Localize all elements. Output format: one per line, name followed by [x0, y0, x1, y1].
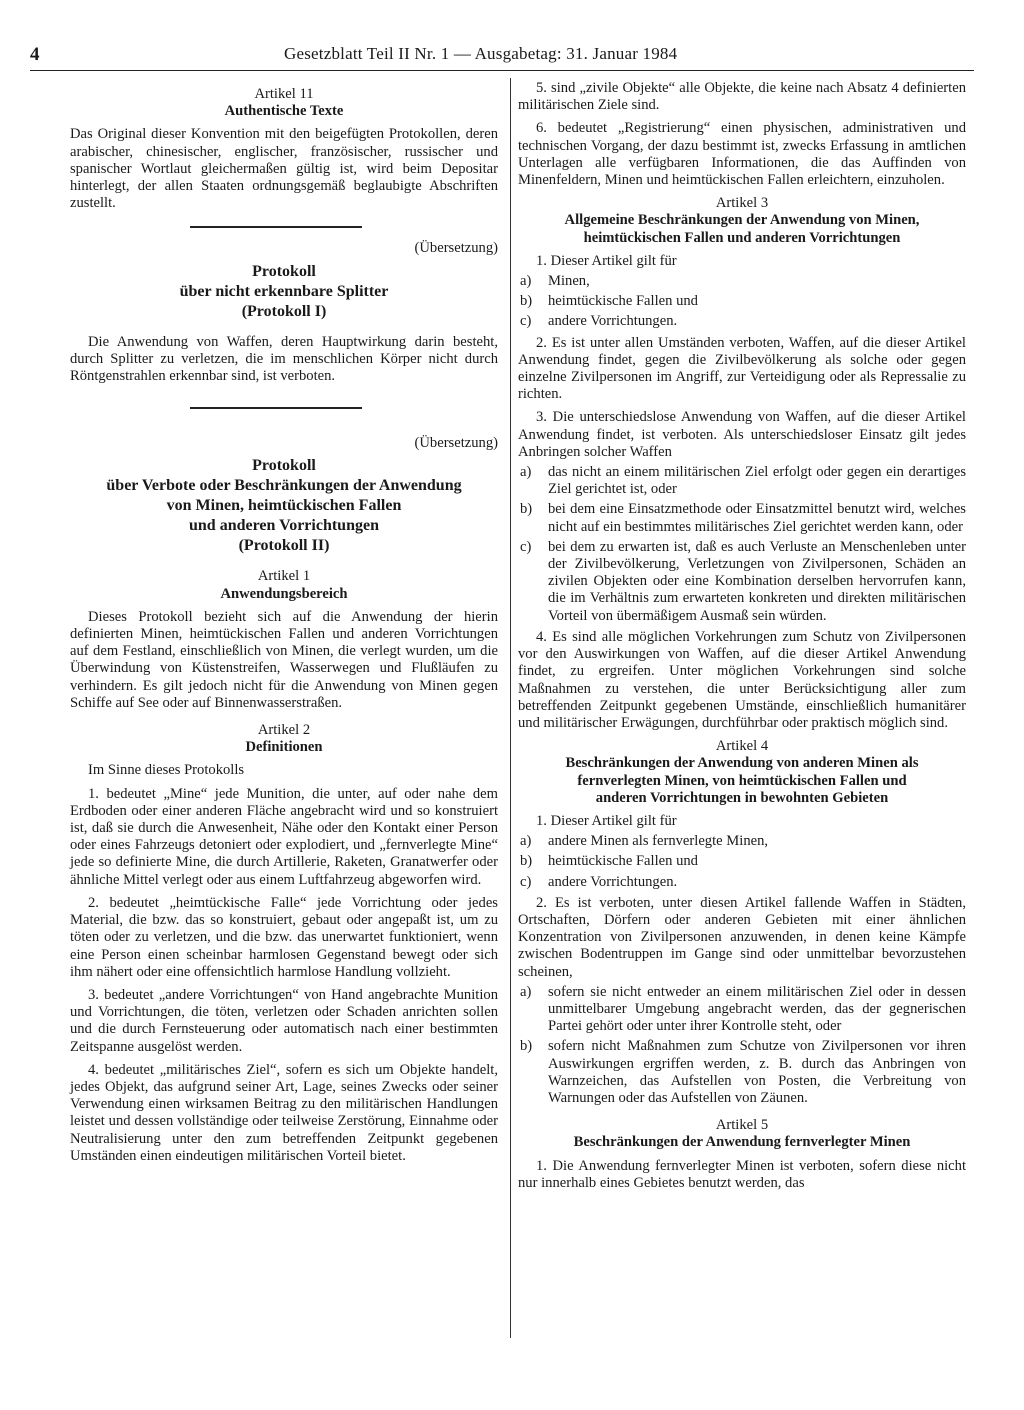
- list-item-text: heimtückische Fallen und: [548, 293, 698, 310]
- article-4-title: Artikel 4: [715, 738, 769, 755]
- article-1-heading: Anwendungsbereich: [220, 585, 348, 602]
- page-header: [30, 44, 974, 71]
- article-2-paragraph: 5. sind „zivile Objekte“ alle Objekte, die keine nach Absatz 4 definierten militärischen Ziele sind.: [518, 80, 966, 114]
- article-4-heading-line: fernverlegten Minen, von heimtückischen Fallen und: [577, 772, 907, 789]
- list-item: [518, 874, 966, 891]
- list-item-text: Minen,: [548, 273, 590, 290]
- article-2-paragraph: 6. bedeutet „Registrierung“ einen physischen, administrativen und technischen Vorgang, der dazu bestimmt ist, zwecks Erfassung in amtlichen Unterlagen alle verfügbaren Informationen, die das Auffinden von Minenfeldern, Minen und heimtückischen Fallen erleichtern, einzuholen.: [518, 120, 966, 189]
- list-item-label: a): [520, 273, 532, 290]
- article-2-intro: Im Sinne dieses Protokolls: [88, 762, 245, 779]
- protocol-2-title-line: und anderen Vorrichtungen: [189, 517, 379, 535]
- list-item-text: heimtückische Fallen und: [548, 853, 698, 870]
- list-item-text: andere Minen als fernverlegte Minen,: [548, 833, 769, 850]
- list-item-text: andere Vorrichtungen.: [548, 313, 678, 330]
- list-item-text: bei dem eine Einsatzmethode oder Einsatzmittel benutzt wird, welches nicht auf ein bestimmtes militärisches Ziel gerichtet werden kann, oder: [548, 501, 966, 535]
- article-3-title: Artikel 3: [715, 195, 769, 212]
- article-4-heading-line: Beschränkungen der Anwendung von anderen Minen als: [565, 755, 919, 772]
- protocol-2-title-line: (Protokoll II): [238, 537, 330, 555]
- protocol-2-title-line: über Verbote oder Beschränkungen der Anwendung: [106, 477, 462, 495]
- protocol-1-text: Die Anwendung von Waffen, deren Hauptwirkung darin besteht, durch Splitter zu verletzen, die im menschlichen Körper nicht durch Röntgenstrahlen erkennbar sind, ist verboten.: [70, 333, 498, 385]
- list-item-label: a): [520, 983, 532, 1000]
- article-1-title: Artikel 1: [257, 568, 311, 585]
- protocol-2-title-line: Protokoll: [252, 457, 316, 475]
- article-5-paragraph: 1. Die Anwendung fernverlegter Minen ist verboten, sofern diese nicht nur innerhalb eines Gebietes benutzt werden, das: [518, 1157, 966, 1191]
- list-item: [518, 539, 966, 625]
- list-item: [518, 313, 966, 330]
- article-2-paragraph: 2. bedeutet „heimtückische Falle“ jede Vorrichtung oder jedes Material, die bzw. das so konstruiert, gebaut oder angepaßt ist, um zu töten oder zu verletzen, und die bzw. das unerwartet funktioniert, wenn eine Person einen scheinbar harmlosen Gegenstand bewegt oder sich ihm nähert oder eine offensichtlich harmlose Handlung vollzieht.: [70, 894, 498, 980]
- article-5-title: Artikel 5: [715, 1117, 769, 1134]
- article-2-paragraph: 4. bedeutet „militärisches Ziel“, sofern es sich um Objekte handelt, jedes Objekt, das aufgrund seiner Art, Lage, seines Zwecks oder seiner Verwendung einen wirksamen Beitrag zu den militärischen Handlungen leistet und dessen vollständige oder teilweise Zerstörung, Einnahme oder Neutralisierung unter den zum betreffenden Zeitpunkt gegebenen Umständen einen eindeutigen militärischen Vorteil bietet.: [70, 1061, 498, 1164]
- list-item-label: a): [520, 464, 532, 481]
- list-item-text: andere Vorrichtungen.: [548, 873, 678, 890]
- article-4-list: [518, 833, 966, 891]
- list-item-label: c): [520, 538, 532, 555]
- list-item: [518, 501, 966, 535]
- list-item: [518, 464, 966, 498]
- list-item-text: das nicht an einem militärischen Ziel erfolgt oder gegen ein derartiges Ziel gerichtet ist, oder: [548, 464, 966, 498]
- article-11-text: Das Original dieser Konvention mit den beigefügten Protokollen, deren arabischer, chinesischer, englischer, französischer, russischer und spanischer Wortlaut gleichermaßen gültig ist, wird beim Depositar hinterlegt, der allen Staaten ordnungsgemäß beglaubigte Abschriften zustellt.: [70, 126, 498, 212]
- list-item-text: sofern nicht Maßnahmen zum Schutze von Zivilpersonen vor ihren Auswirkungen ergriffen werden, z. B. durch das Anbringen von Warnzeichen, das Aufstellen von Posten, die Verbreitung von Warnungen oder das Aufstellen von Zäunen.: [548, 1038, 966, 1106]
- list-item-label: b): [520, 293, 533, 310]
- protocol-2-title-line: von Minen, heimtückischen Fallen: [166, 497, 402, 515]
- article-3-paragraph: 2. Es ist unter allen Umständen verboten, Waffen, auf die dieser Artikel Anwendung findet, gegen die Zivilbevölkerung als solche oder gegen einzelne Zivilpersonen im Angriff, zur Verteidigung oder als Repressalie zu richten.: [518, 334, 966, 403]
- article-1-text: Dieses Protokoll bezieht sich auf die Anwendung der hierin definierten Minen, heimtückischen Fallen und anderen Vorrichtungen auf dem Festland, einschließlich von Minen, die verlegt wurden, um die Überwindung von Küstenstreifen, Wasserwegen und Flußläufen zu verhindern. Es gilt jedoch nicht für die Anwendung von Minen gegen Schiffe auf See oder auf Binnenwasserstraßen.: [70, 608, 498, 711]
- protocol-2-title: [70, 456, 498, 556]
- protocol-1-title-line: über nicht erkennbare Splitter: [179, 282, 389, 300]
- article-3-paragraph: 1. Dieser Artikel gilt für: [536, 252, 677, 269]
- list-item-label: c): [520, 313, 532, 330]
- list-item-label: b): [520, 501, 533, 518]
- list-item: [518, 293, 966, 310]
- article-4-paragraph: 2. Es ist verboten, unter diesen Artikel fallende Waffen in Städten, Ortschaften, Dörfern oder anderen Gebieten mit einer ähnlichen Konzentration von Zivilpersonen anzuwenden, in denen keine Kämpfe zwischen Bodentruppen im Gange sind oder unmittelbar bevorzustehen scheinen,: [518, 894, 966, 980]
- list-item-text: bei dem zu erwarten ist, daß es auch Verluste an Menschenleben unter der Zivilbevölkerung, Verletzungen von Zivilpersonen, Schäden an zivilen Objekten oder eine Kombination derselben hervorrufen kann, die im Verhältnis zum erwarteten konkreten und direkten militärischen Vorteil von übermäßigem Ausmaß sein würden.: [548, 538, 966, 624]
- article-4-sublist: [518, 984, 966, 1107]
- section-rule: [190, 226, 362, 228]
- list-item-label: c): [520, 873, 532, 890]
- article-3-paragraph: 3. Die unterschiedslose Anwendung von Waffen, auf die dieser Artikel Anwendung findet, ist verboten. Als unterschiedsloser Einsatz gilt jedes Anbringen solcher Waffen: [518, 409, 966, 460]
- page-number: 4: [30, 44, 40, 65]
- translation-note: (Übersetzung): [414, 240, 498, 257]
- protocol-1-title-line: (Protokoll I): [241, 302, 327, 320]
- article-2-heading: Definitionen: [245, 739, 323, 756]
- protocol-1-title-line: Protokoll: [252, 262, 316, 280]
- left-column: [70, 80, 498, 1171]
- article-2-paragraph: 1. bedeutet „Mine“ jede Munition, die unter, auf oder nahe dem Erdboden oder einer anderen Fläche angebracht wird und so konstruiert ist, daß sie durch die Anwesenheit, Nähe oder den Kontakt einer Person oder eines Fahrzeugs detoniert oder explodiert, und „fernverlegte Mine“ jede so definierte Mine, die durch Artillerie, Raketen, Granatwerfer oder ähnliche Mittel verlegt oder aus einem Luftfahrzeug abgeworfen wird.: [70, 785, 498, 888]
- article-3-sublist: [518, 464, 966, 625]
- article-11-title: Artikel 11: [254, 86, 314, 102]
- list-item: [518, 273, 966, 290]
- article-3-paragraph: 4. Es sind alle möglichen Vorkehrungen zum Schutz von Zivilpersonen vor den Auswirkungen von Waffen, auf die dieser Artikel Anwendung findet, zu ergreifen. Unter möglichen Vorkehrungen sind solche Maßnahmen zu verstehen, die unter Berücksichtigung aller zum betreffenden Zeitpunkt gegebenen Umstände, einschließlich humanitärer und militärischer Erwägungen, durchführbar oder praktisch möglich sind.: [518, 628, 966, 731]
- article-3-heading: [518, 212, 966, 246]
- article-3-heading-line: Allgemeine Beschränkungen der Anwendung von Minen,: [564, 212, 920, 229]
- list-item-text: sofern sie nicht entweder an einem militärischen Ziel oder in dessen unmittelbarer Umgebung angebracht werden, das der gegnerischen Partei gehört oder unter ihrer Kontrolle steht, oder: [548, 983, 966, 1035]
- article-3-list: [518, 273, 966, 331]
- article-2-title: Artikel 2: [257, 722, 311, 739]
- header-title: Gesetzblatt Teil II Nr. 1 — Ausgabetag: 31. Januar 1984: [284, 44, 678, 63]
- article-4-heading-line: anderen Vorrichtungen in bewohnten Gebieten: [595, 789, 889, 806]
- list-item-label: a): [520, 833, 532, 850]
- article-2-paragraph: 3. bedeutet „andere Vorrichtungen“ von Hand angebrachte Munition und Vorrichtungen, die töten, verletzen oder Schaden anrichten sollen und die durch Fernsteuerung oder automatisch nach einer bestimmten Zeitspanne ausgelöst werden.: [70, 986, 498, 1055]
- article-11-heading: Authentische Texte: [224, 103, 344, 120]
- column-divider: [510, 78, 511, 1338]
- right-column: [518, 80, 966, 1198]
- list-item-label: b): [520, 1038, 533, 1055]
- protocol-1-title: [70, 262, 498, 322]
- section-rule: [190, 407, 362, 409]
- list-item: [518, 1038, 966, 1107]
- list-item-label: b): [520, 853, 533, 870]
- article-4-paragraph: 1. Dieser Artikel gilt für: [536, 812, 677, 829]
- list-item: [518, 984, 966, 1036]
- article-5-heading: Beschränkungen der Anwendung fernverlegter Minen: [573, 1134, 911, 1151]
- article-4-heading: [518, 755, 966, 807]
- translation-note: (Übersetzung): [414, 435, 498, 452]
- article-3-heading-line: heimtückischen Fallen und anderen Vorrichtungen: [583, 229, 901, 246]
- list-item: [518, 833, 966, 850]
- list-item: [518, 853, 966, 870]
